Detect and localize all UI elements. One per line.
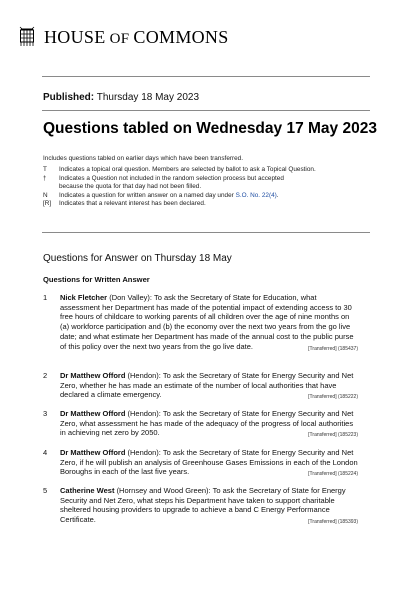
question-item: [43, 448, 358, 480]
portcullis-icon: [18, 26, 36, 48]
legend-key: [R]: [43, 200, 52, 208]
question-reference: [Transferred] (185224): [308, 471, 358, 478]
standing-order-link[interactable]: S.O. No. 22(4): [235, 191, 277, 199]
legend-item: [43, 175, 373, 192]
member-name: Dr Matthew Offord: [60, 371, 126, 380]
question-text: To ask the Secretary of State for Energy Security and Net Zero, what assessment he has made of the adequacy of the progress of local authorities in achieving net zero by 2050.: [60, 409, 354, 438]
brand-commons: COMMONS: [133, 26, 229, 47]
member-name: Dr Matthew Offord: [60, 409, 126, 418]
published-date: Thursday 18 May 2023: [96, 92, 200, 103]
page-title: Questions tabled on Wednesday 17 May 2023: [43, 120, 377, 137]
legend-divider: [42, 232, 370, 233]
sub-heading: Questions for Written Answer: [43, 275, 150, 284]
question-item: [43, 293, 358, 365]
member-constituency: (Hendon):: [127, 409, 161, 418]
header-divider: [42, 76, 370, 77]
question-number: 2: [43, 371, 48, 380]
member-constituency: (Hendon):: [127, 371, 161, 380]
question-item: [43, 486, 358, 528]
member-name: Dr Matthew Offord: [60, 448, 126, 457]
question-reference: [Transferred] (185437): [308, 345, 358, 352]
legend-text: [59, 192, 279, 201]
brand-of: OF: [109, 30, 130, 47]
question-body: [60, 409, 358, 441]
brand-house: HOUSE: [44, 26, 106, 47]
question-text: To ask the Secretary of State for Energy Security and Net Zero, if he will publish an analysis of Greenhouse Gases Emissions in each of the London Boroughs in each of the last five years.: [60, 448, 358, 477]
legend-key: †: [43, 175, 47, 182]
published-label: Published:: [43, 92, 95, 103]
house-of-commons-logo: [18, 26, 229, 48]
intro-text: Includes questions tabled on earlier days which have been transferred.: [43, 155, 244, 162]
question-reference: [Transferred] (185393): [308, 519, 358, 526]
member-name: Catherine West: [60, 486, 115, 495]
member-constituency: (Hornsey and Wood Green):: [116, 486, 211, 495]
question-number: 3: [43, 409, 48, 418]
legend-text: Indicates a Question not included in the random selection process but accepted because the quota for that day had not been filled.: [59, 174, 284, 191]
question-number: 5: [43, 486, 48, 495]
question-reference: [Transferred] (185223): [308, 432, 358, 439]
legend-text-tail: .: [276, 191, 279, 199]
question-body: [60, 448, 358, 480]
legend-text: Indicates a topical oral question. Members are selected by ballot to ask a Topical Question.: [59, 166, 316, 173]
legend-text-body: Indicates a question for written answer on a named day under: [59, 191, 236, 199]
published-line: [43, 92, 199, 103]
legend-text: Indicates that a relevant interest has been declared.: [59, 200, 206, 208]
section-heading: Questions for Answer on Thursday 18 May: [43, 253, 232, 264]
member-name: Nick Fletcher: [60, 293, 108, 302]
member-constituency: (Hendon):: [127, 448, 161, 457]
question-body: [60, 371, 358, 403]
question-number: 1: [43, 293, 48, 302]
legend-key: T: [43, 166, 47, 173]
legend-item: [43, 192, 373, 201]
question-text: To ask the Secretary of State for Energy Security and Net Zero, whether he has made an estimate of the number of local authorities that have declared a climate emergency.: [60, 371, 354, 400]
question-text: To ask the Secretary of State for Energy Security and Net Zero, what steps his Department have taken to support charitable sheltered housing providers to upgrade to achieve a band C Energy Performance Certificate.: [60, 486, 346, 525]
legend-item: [43, 166, 373, 175]
published-divider: [42, 110, 370, 111]
legend-item: [43, 200, 373, 209]
question-text: To ask the Secretary of State for Education, what assessment her Department has made of the potential impact of extending access to 30 free hours of childcare to working parents of all children over the age of nine months on (a) workforce participation and (b) the economy over the next two years from the go live date; and what estimate her Department has made of the annual cost to the public purse of this policy over the next two years from the go live date.: [60, 293, 354, 351]
member-constituency: (Don Valley):: [109, 293, 152, 302]
question-number: 4: [43, 448, 48, 457]
question-item: [43, 371, 358, 403]
question-item: [43, 409, 358, 441]
question-reference: [Transferred] (185222): [308, 394, 358, 401]
question-body: [60, 293, 358, 354]
legend-key: N: [43, 191, 48, 199]
brand-name: [44, 27, 229, 48]
question-body: [60, 486, 358, 528]
legend: [43, 166, 373, 209]
